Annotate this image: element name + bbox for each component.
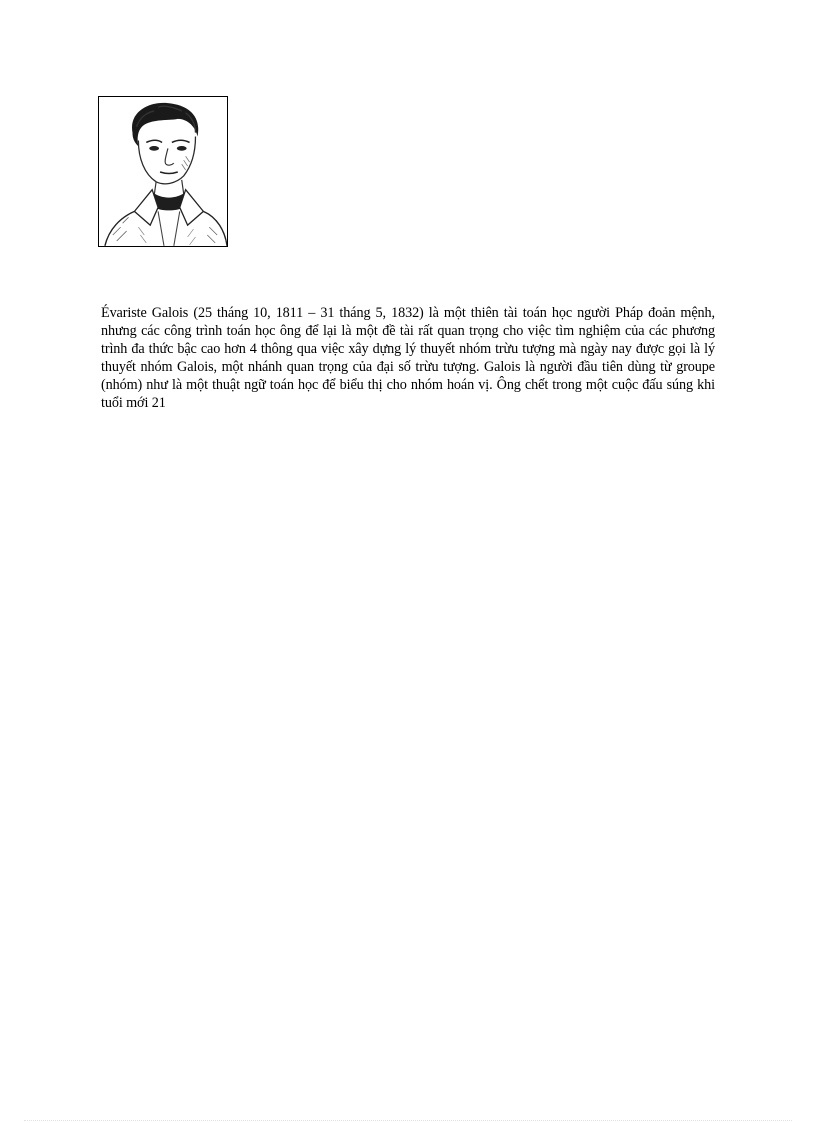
biography-paragraph: Évariste Galois (25 tháng 10, 1811 – 31 tháng 5, 1832) là một thiên tài toán học người Pháp đoản mệnh, nhưng các công trình toán học ông để lại là một đề tài rất quan trọng cho việc tìm nghiệm của các phương trình đa thức bậc cao hơn 4 thông qua việc xây dựng lý thuyết nhóm trừu tượng mà ngày nay được gọi là lý thuyết nhóm Galois, một nhánh quan trọng của đại số trừu tượng. Galois là người đầu tiên dùng từ groupe (nhóm) như là một thuật ngữ toán học để biểu thị cho nhóm hoán vị. Ông chết trong một cuộc đấu súng khi tuổi mới 21 (101, 305, 715, 411)
portrait-drawing (99, 97, 227, 246)
page-bottom-divider (24, 1120, 792, 1121)
portrait-image (98, 96, 228, 247)
